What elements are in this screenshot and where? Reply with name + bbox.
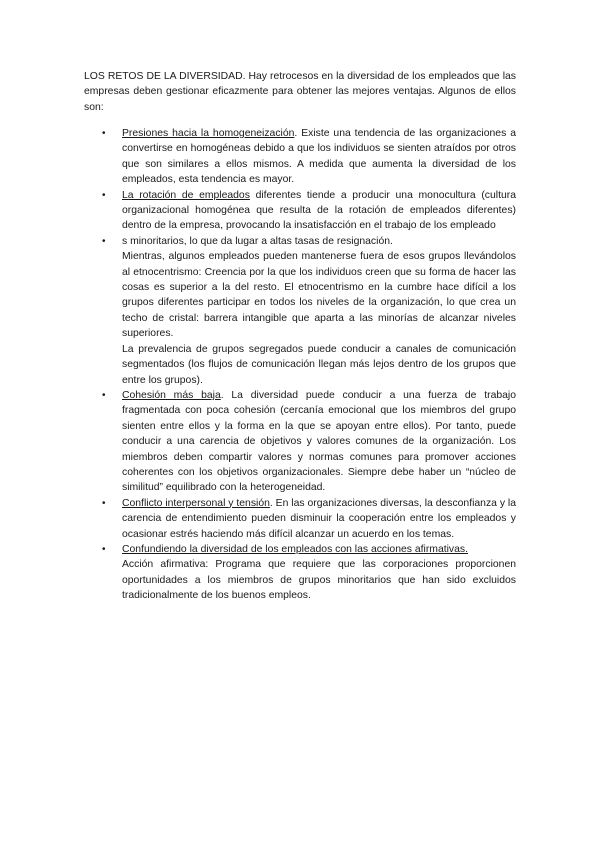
bullet-icon: • [102,235,106,247]
bullet-icon: • [102,543,106,555]
list-item [84,388,516,496]
item-heading: La rotación de empleados [122,189,250,201]
list-item [84,126,516,188]
bullet-icon: • [102,128,106,139]
bullet-icon: • [102,189,106,201]
item-paragraph: Acción afirmativa: Programa que requiere que las corporaciones proporcionen oportunidades a los miembros de grupos minoritarios que han sido excluidos tradicionalmente de los buenos empleos. [122,559,516,602]
bullet-icon: • [102,389,106,401]
list-item [84,234,516,388]
item-heading: Cohesión más baja [122,389,221,401]
bullet-icon: • [102,497,106,509]
challenges-list [84,126,516,604]
item-text: . Existe una tendencia de las organizaciones a convertirse en homogéneas debido a que los individuos se sienten atraídos por otros que son similares a ellos mismos. A medida que aumenta la diversidad de los empleados, esta tendencia es mayor. [122,128,516,186]
item-paragraph: La prevalencia de grupos segregados puede conducir a canales de comunicación segmentados (los flujos de comunicación llegan más lejos dentro de los grupos que entre los grupos). [122,343,516,386]
item-heading: Conflicto interpersonal y tensión [122,497,270,509]
list-item [84,542,516,604]
list-item [84,188,516,234]
list-item [84,496,516,542]
item-text: diferentes tiende a producir una monocultura (cultura organizacional homogénea que resulta de la rotación de empleados diferentes) dentro de la empresa, provocando la insatisfacción en el trabajo de los empleado [122,189,516,232]
item-paragraph: Mientras, algunos empleados pueden mantenerse fuera de esos grupos llevándolos al etnocentrismo: Creencia por la que los individuos creen que su forma de hacer las cosas es superior a la del resto. El etnocentrismo en la cumbre hace difícil a los grupos diferentes participar en todos los niveles de la organización, lo que crea un techo de cristal: barrera intangible que aparta a las minorías de alcanzar niveles superiores. [122,251,516,340]
item-text: . En las organizaciones diversas, la desconfianza y la carencia de entendimiento pueden disminuir la cooperación entre los empleados y ocasionar estrés haciendo más difícil alcanzar un acuerdo en los temas. [122,497,516,540]
intro-paragraph: LOS RETOS DE LA DIVERSIDAD. Hay retrocesos en la diversidad de los empleados que las empresas deben gestionar eficazmente para obtener las mejores ventajas. Algunos de ellos son: [84,71,516,113]
item-heading: Presiones hacia la homogeneización [122,128,295,139]
item-text: . La diversidad puede conducir a una fuerza de trabajo fragmentada con poca cohesión (cercanía emocional que los miembros del grupo sienten entre ellos y la forma en la que se apoyan entre ellos). Por tanto, puede conducir a una carencia de objetivos y valores comunes de la organización. Los miembros deben compartir valores y normas comunes para promover acciones coherentes con los objetivos organizacionales. Siempre debe haber un “núcleo de similitud” equilibrado con la heterogeneidad. [122,389,517,494]
item-text: s minoritarios, lo que da lugar a altas tasas de resignación. [122,235,393,247]
item-heading: Confundiendo la diversidad de los empleados con las acciones afirmativas. [122,543,468,555]
